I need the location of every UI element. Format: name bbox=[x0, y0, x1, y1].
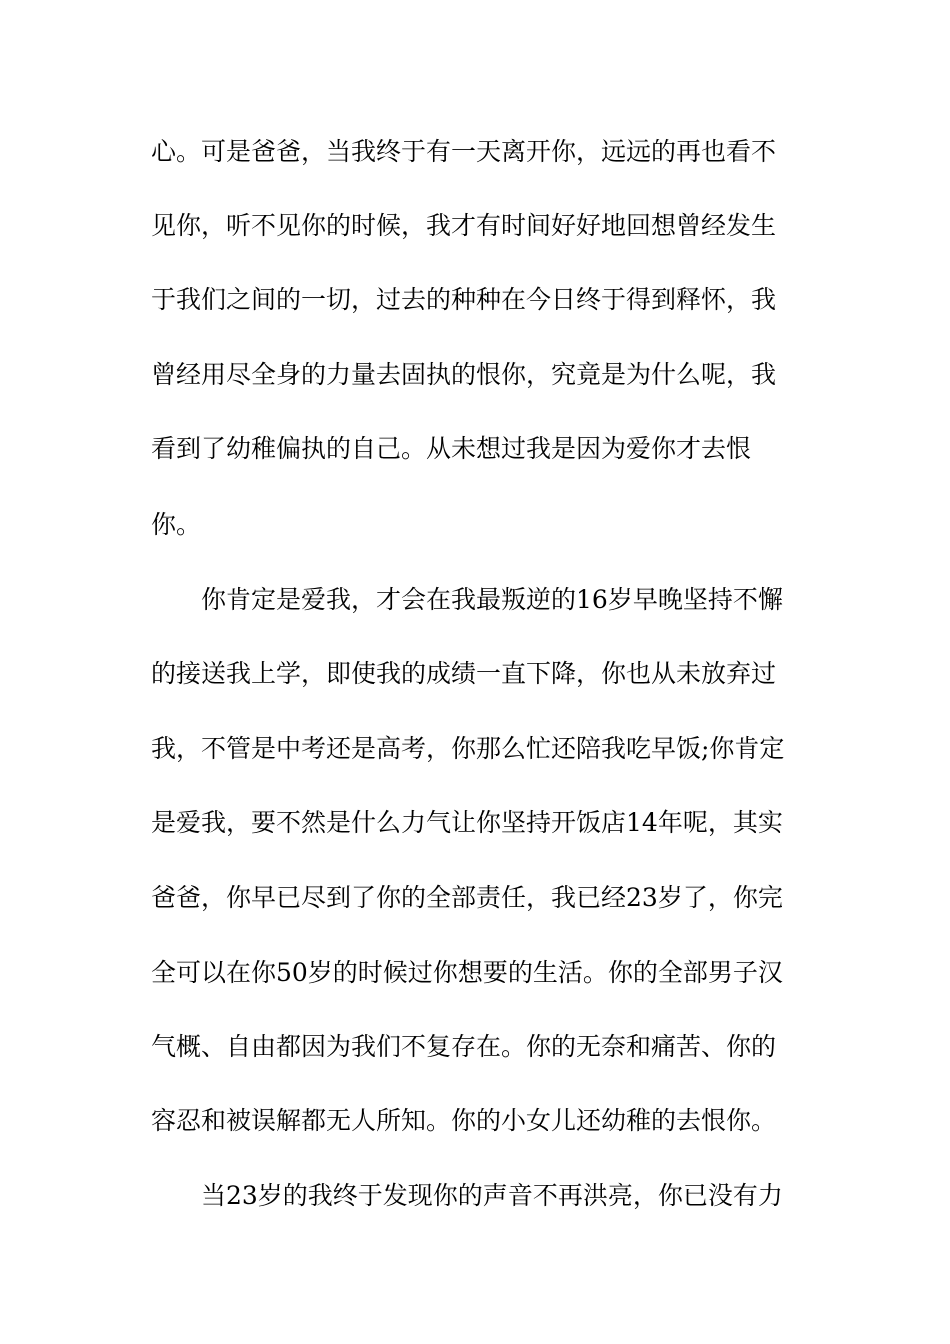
text-line: 气概、自由都因为我们不复存在。你的无奈和痛苦、你的 bbox=[151, 1032, 777, 1061]
text-line: 你肯定是爱我，才会在我最叛逆的16岁早晚坚持不懈 bbox=[201, 585, 783, 614]
text-line: 于我们之间的一切，过去的种种在今日终于得到释怀，我 bbox=[151, 285, 777, 314]
text-line: 是爱我，要不然是什么力气让你坚持开饭店14年呢，其实 bbox=[151, 808, 783, 837]
text-line: 我，不管是中考还是高考，你那么忙还陪我吃早饭;你肯定 bbox=[151, 734, 785, 763]
text-line: 容忍和被误解都无人所知。你的小女儿还幼稚的去恨你。 bbox=[151, 1106, 777, 1135]
text-line: 你。 bbox=[151, 510, 202, 539]
text-line: 看到了幼稚偏执的自己。从未想过我是因为爱你才去恨 bbox=[151, 434, 752, 463]
text-line: 曾经用尽全身的力量去固执的恨你，究竟是为什么呢，我 bbox=[151, 360, 777, 389]
text-line: 爸爸，你早已尽到了你的全部责任，我已经23岁了，你完 bbox=[151, 883, 783, 912]
text-line: 见你，听不见你的时候，我才有时间好好地回想曾经发生 bbox=[151, 211, 777, 240]
text-line: 的接送我上学，即使我的成绩一直下降，你也从未放弃过 bbox=[151, 659, 777, 688]
text-line: 全可以在你50岁的时候过你想要的生活。你的全部男子汉 bbox=[151, 958, 783, 987]
text-line: 心。可是爸爸，当我终于有一天离开你，远远的再也看不 bbox=[151, 137, 777, 166]
text-line: 当23岁的我终于发现你的声音不再洪亮，你已没有力 bbox=[201, 1181, 783, 1210]
